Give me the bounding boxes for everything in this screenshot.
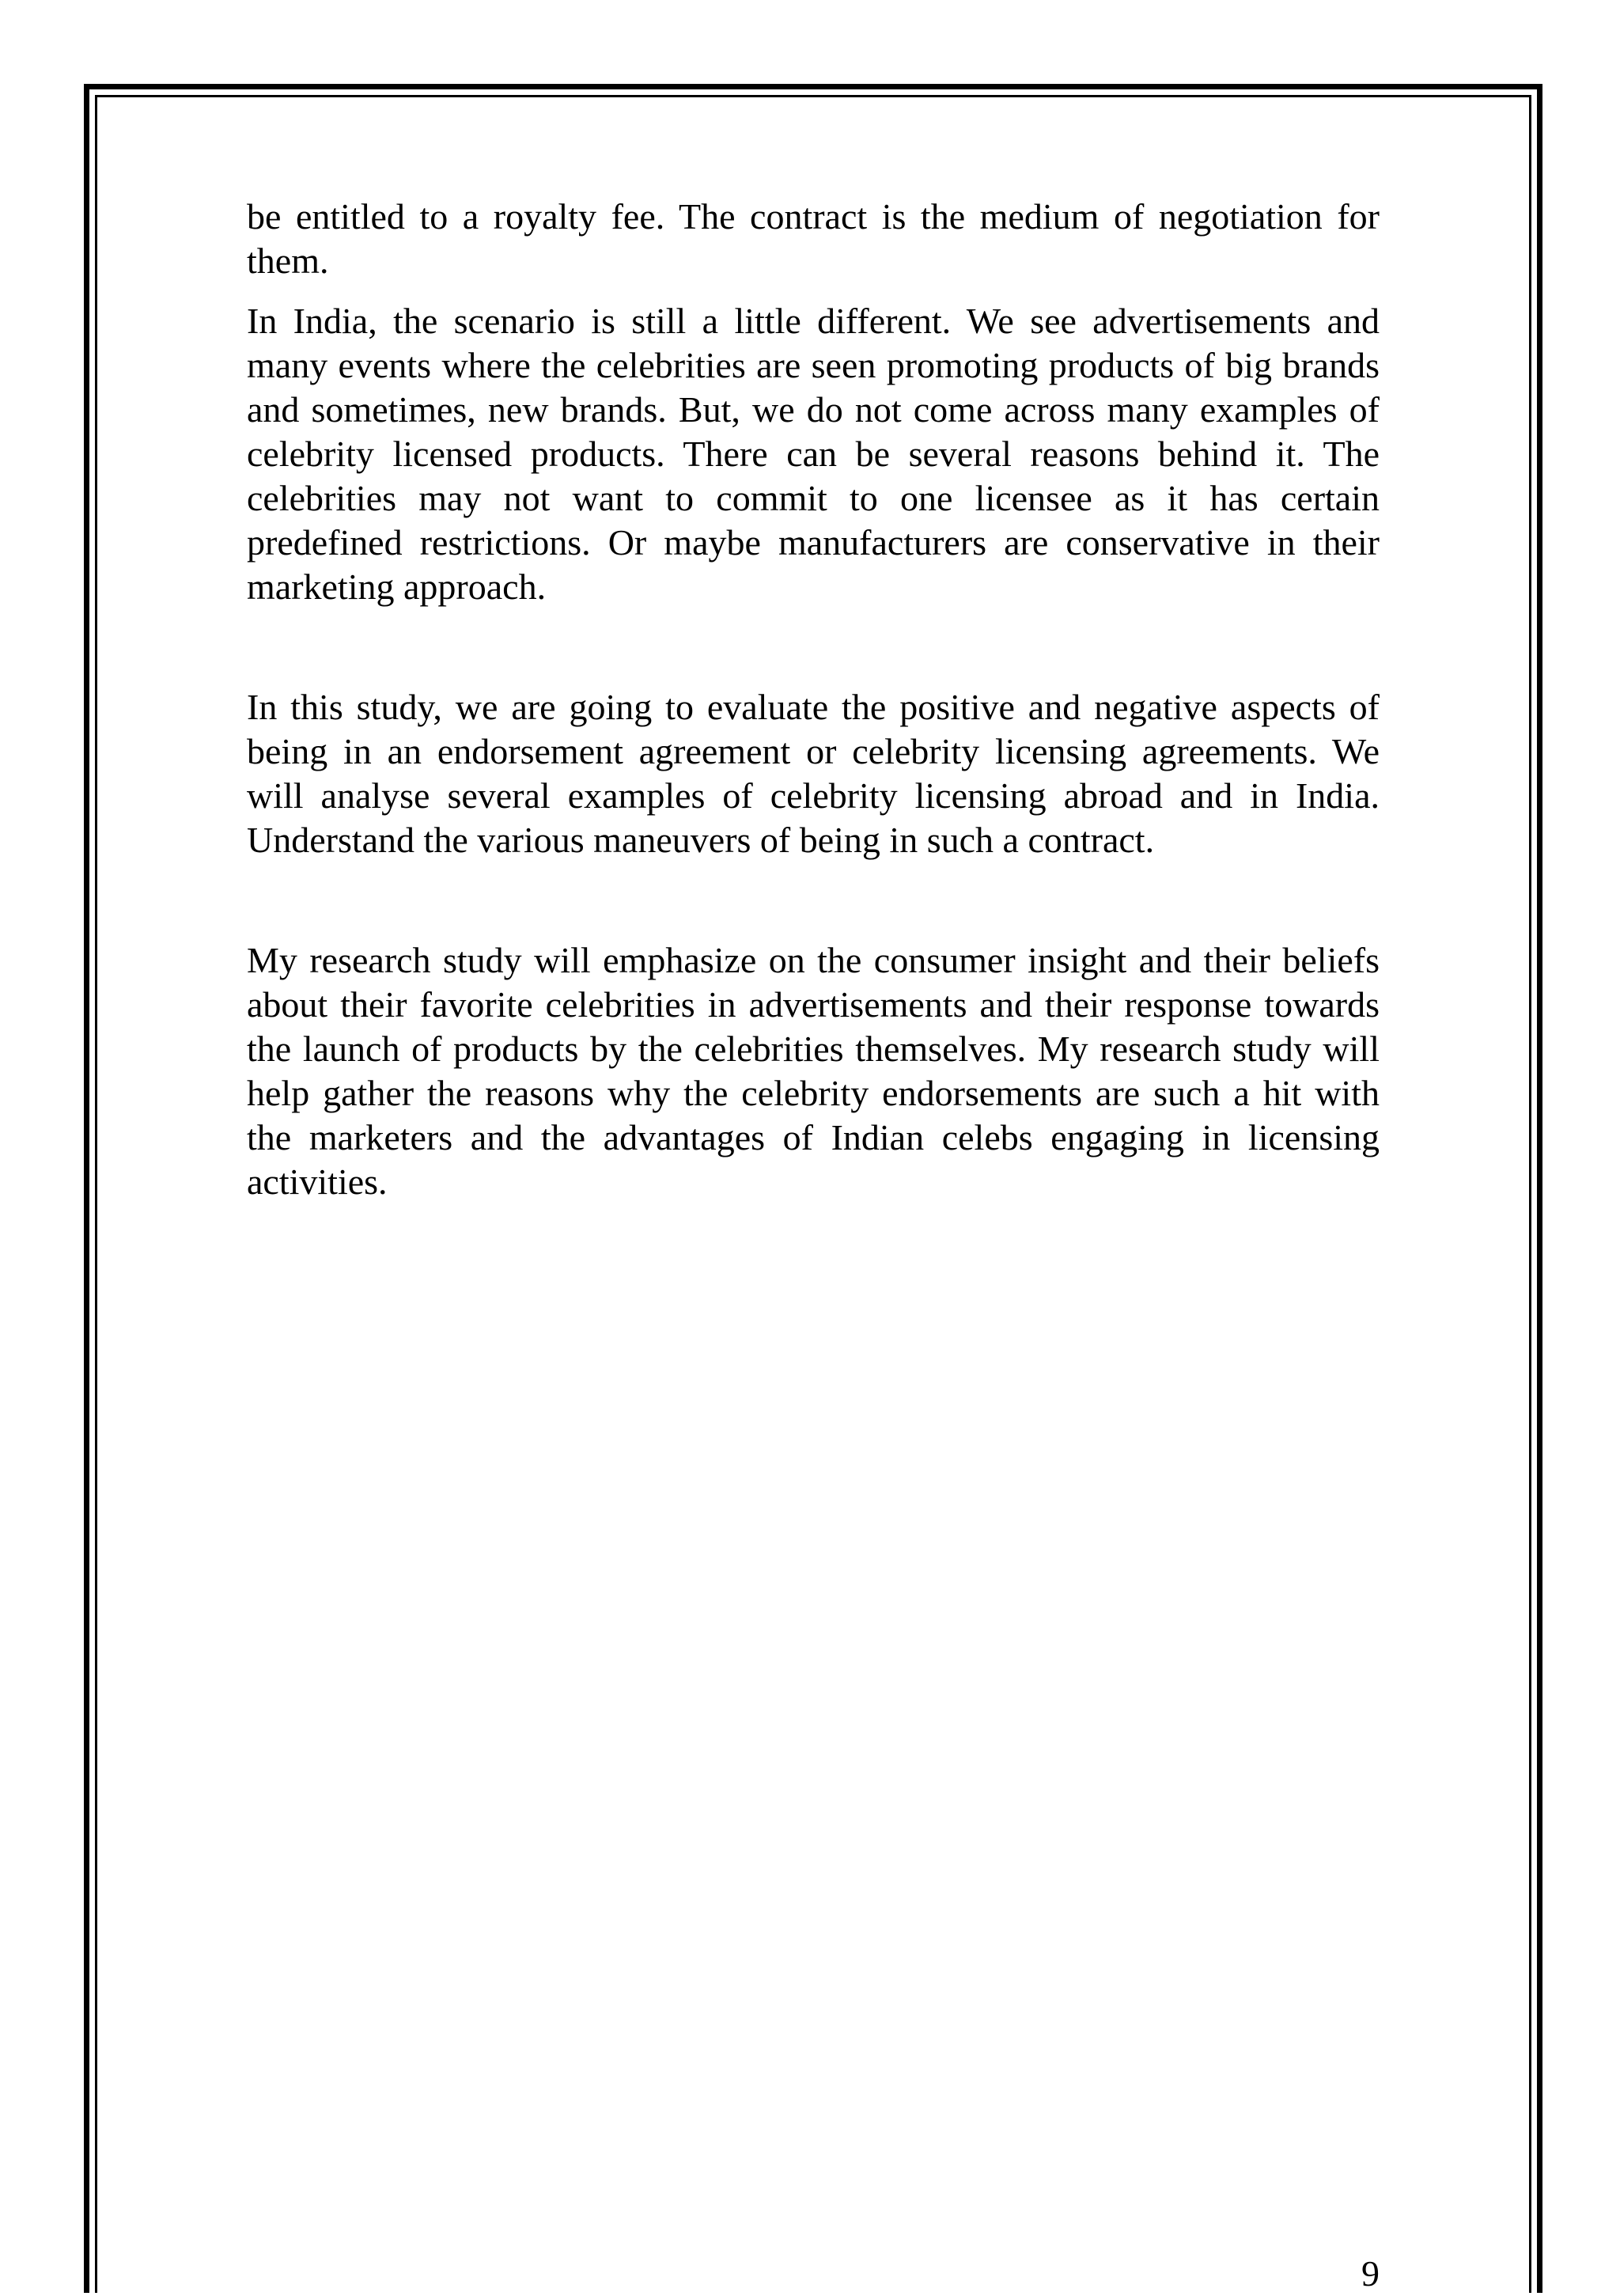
page-border-right-inner [1529,95,1531,2293]
page-border-left-inner [95,95,97,2293]
page-number: 9 [1361,2253,1380,2294]
page-border-left [84,84,89,2293]
page-border-top [84,84,1542,89]
paragraph-spacer [247,609,1380,685]
paragraph-study-aim: In this study, we are going to evaluate the positive and negative aspects of being in an endorsement agreement or celebrity licensing agreements. We will analyse several examples of celebrity licensing abroad and in India. Understand the various maneuvers of being in such a contract. [247,687,1380,860]
page-border-right [1537,84,1542,2293]
paragraph-royalty: be entitled to a royalty fee. The contract is the medium of negotiation for them. [247,196,1380,281]
paragraph-spacer [247,283,1380,299]
paragraph-india-scenario: In India, the scenario is still a little different. We see advertisements and many events where the celebrities are seen promoting products of big brands and sometimes, new brands. But, we do not come across many examples of celebrity licensed products. There can be several reasons behind it. The celebrities may not want to commit to one licensee as it has certain predefined restrictions. Or maybe manufacturers are conservative in their marketing approach. [247,301,1380,607]
page-border-top-inner [95,95,1531,97]
paragraph-research-focus: My research study will emphasize on the consumer insight and their beliefs about their favorite celebrities in advertisements and their response towards the launch of products by the celebrities themselves. My research study will help gather the reasons why the celebrity endorsements are such a hit with the marketers and the advantages of Indian celebs engaging in licensing activities. [247,940,1380,1202]
paragraph-spacer [247,862,1380,938]
page-content [247,195,1380,1204]
